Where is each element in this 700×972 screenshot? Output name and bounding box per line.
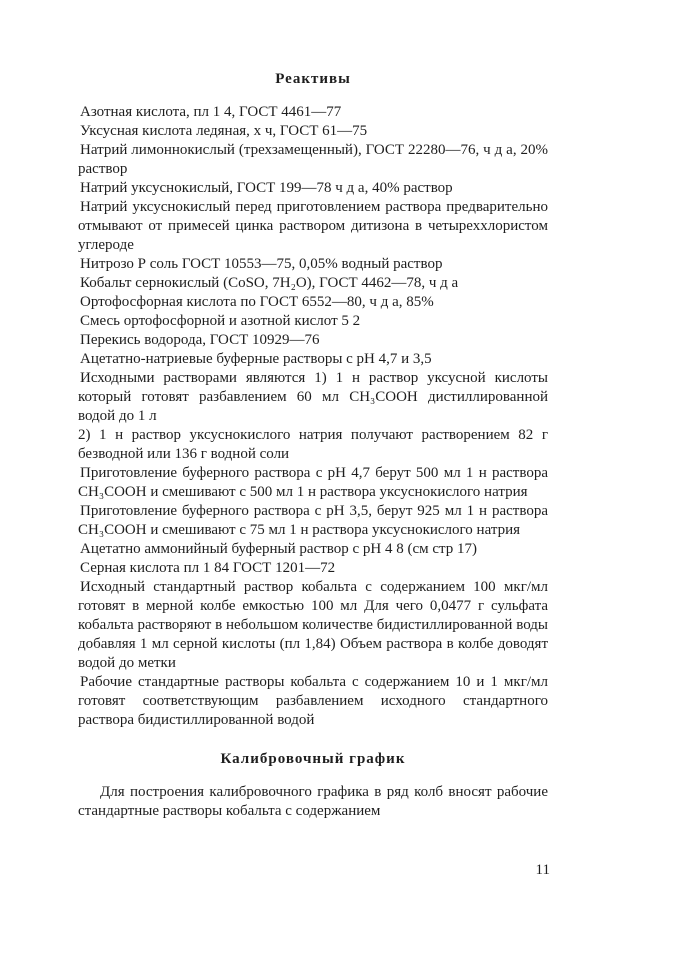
paragraph-sodium-acetate-washing: Натрий уксуснокислый перед приготовлением раствора предварительно отмывают от примесей цинка раствором дитизона в четыреххлористом углероде [78,199,548,253]
paragraph-sodium-acetate-solution: 2) 1 н раствор уксуснокислого натрия получают растворением 82 г безводной или 136 г водной соли [78,427,548,462]
paragraph-buffer-ph47: Приготовление буферного раствора с pH 4,7 берут 500 мл 1 н раствора CH₃COOH и смешивают с 500 мл 1 н раствора уксуснокислого натрия [78,465,548,500]
paragraph-cobalt-sulfate: Кобальт сернокислый (CoSO, 7H₂O), ГОСТ 4462—78, ч д а [80,275,459,291]
paragraph-buffer-ph35: Приготовление буферного раствора с pH 3,5, берут 925 мл 1 н раствора CH₃COOH и смешивают с 75 мл 1 н раствора уксуснокислого натрия [78,503,548,538]
paragraph-sulfuric-acid: Серная кислота пл 1 84 ГОСТ 1201—72 [80,560,336,576]
document-page [78,70,548,821]
paragraph-sodium-acetate: Натрий уксуснокислый, ГОСТ 199—78 ч д а, 40% раствор [80,180,453,196]
paragraph-initial-solutions: Исходными растворами являются 1) 1 н раствор уксусной кислоты который готовят разбавлением 60 мл CH₃COOH дистиллированной водой до 1 л [78,370,548,424]
paragraph-sodium-citrate: Натрий лимоннокислый (трехзамещенный), ГОСТ 22280—76, ч д а, 20% раствор [78,142,548,177]
paragraph-nitric-acid: Азотная кислота, пл 1 4, ГОСТ 4461—77 [80,104,342,120]
paragraph-hydrogen-peroxide: Перекись водорода, ГОСТ 10929—76 [80,332,320,348]
heading-calibration-graph: Калибровочный график [220,751,406,767]
paragraph-cobalt-working-solutions: Рабочие стандартные растворы кобальта с содержанием 10 и 1 мкг/мл готовят соответствующим разбавлением исходного стандартного раствора бидистиллированной водой [78,674,548,728]
heading-reagents: Реактивы [275,71,351,87]
paragraph-acid-mixture: Смесь ортофосфорной и азотной кислот 5 2 [80,313,361,329]
page-number: 11 [535,862,550,878]
paragraph-nitroso-r-salt: Нитрозо Р соль ГОСТ 10553—75, 0,05% водный раствор [80,256,443,272]
paragraph-buffer-solutions: Ацетатно-натриевые буферные растворы с pH 4,7 и 3,5 [80,351,432,367]
paragraph-acetic-acid: Уксусная кислота ледяная, х ч, ГОСТ 61—75 [80,123,368,139]
paragraph-phosphoric-acid: Ортофосфорная кислота по ГОСТ 6552—80, ч д а, 85% [80,294,434,310]
paragraph-cobalt-stock-solution: Исходный стандартный раствор кобальта с содержанием 100 мкг/мл готовят в мерной колбе емкостью 100 мл Для чего 0,0477 г сульфата кобальта растворяют в небольшом количестве бидистиллированной воды добавляя 1 мл серной кислоты (пл 1,84) Объем раствора в колбе доводят водой до метки [78,579,548,671]
paragraph-calibration: Для построения калибровочного графика в ряд колб вносят рабочие стандартные растворы кобальта с содержанием [78,784,548,819]
paragraph-ammonium-acetate-buffer: Ацетатно аммонийный буферный раствор с pH 4 8 (см стр 17) [80,541,478,557]
